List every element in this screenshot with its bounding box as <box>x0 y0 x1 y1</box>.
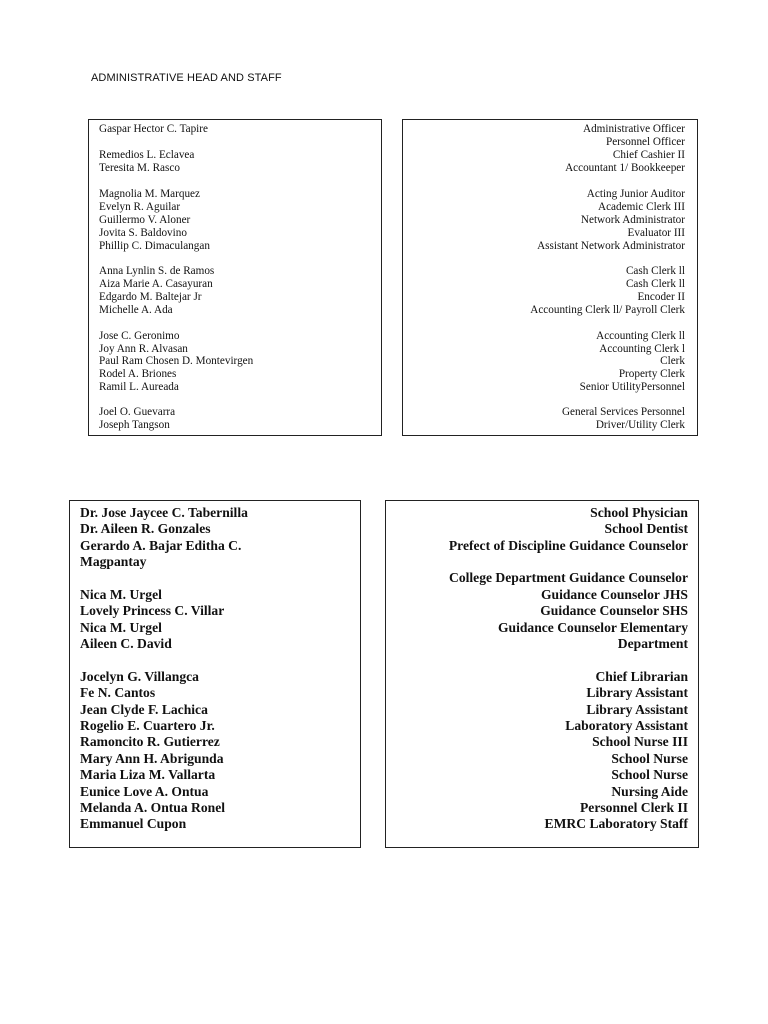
admin-name: Jovita S. Baldovino <box>99 227 187 239</box>
staff-position: School Nurse III <box>592 734 688 749</box>
admin-name: Remedios L. Eclavea <box>99 149 195 161</box>
admin-position: Administrative Officer <box>582 123 685 135</box>
staff-position: Nursing Aide <box>611 784 688 799</box>
admin-name: Aiza Marie A. Casayuran <box>99 278 213 290</box>
admin-name: Phillip C. Dimaculangan <box>99 240 210 252</box>
admin-name: Evelyn R. Aguilar <box>99 201 181 213</box>
admin-position: Driver/Utility Clerk <box>595 419 685 431</box>
admin-name: Teresita M. Rasco <box>99 162 180 174</box>
admin-name: Joy Ann R. Alvasan <box>99 343 188 355</box>
admin-name: Paul Ram Chosen D. Montevirgen <box>99 355 254 367</box>
admin-position: Personnel Officer <box>605 136 685 148</box>
admin-position: Assistant Network Administrator <box>537 240 685 252</box>
staff-name: Dr. Jose Jaycee C. Tabernilla <box>80 505 248 520</box>
staff-position: Department <box>617 636 688 651</box>
admin-name: Rodel A. Briones <box>99 368 177 380</box>
admin-position: Accounting Clerk ll/ Payroll Clerk <box>530 304 685 316</box>
staff-position: School Nurse <box>611 767 688 782</box>
admin-position: Cash Clerk ll <box>625 265 685 277</box>
staff-names-box <box>69 500 361 848</box>
admin-name: Joseph Tangson <box>99 419 170 431</box>
admin-position: Evaluator III <box>627 227 685 239</box>
admin-name: Gaspar Hector C. Tapire <box>99 123 208 135</box>
admin-name: Ramil L. Aureada <box>99 381 179 393</box>
admin-position: Clerk <box>660 355 685 367</box>
staff-position: Guidance Counselor JHS <box>540 587 688 602</box>
staff-position: Library Assistant <box>586 685 688 700</box>
staff-name: Fe N. Cantos <box>80 685 156 700</box>
staff-name: Melanda A. Ontua Ronel <box>80 800 226 815</box>
page-heading: ADMINISTRATIVE HEAD AND STAFF <box>91 72 282 84</box>
admin-name: Edgardo M. Baltejar Jr <box>99 291 202 303</box>
admin-position: Encoder II <box>637 291 685 303</box>
admin-position: Network Administrator <box>580 214 685 226</box>
staff-position: Library Assistant <box>586 702 688 717</box>
staff-position: Guidance Counselor Elementary <box>497 620 688 635</box>
staff-name: Dr. Aileen R. Gonzales <box>80 521 211 536</box>
staff-position: Guidance Counselor SHS <box>540 603 688 618</box>
staff-position: College Department Guidance Counselor <box>449 570 688 585</box>
admin-position: Property Clerk <box>618 368 685 380</box>
staff-position: Chief Librarian <box>595 669 688 684</box>
admin-position: General Services Personnel <box>561 406 685 418</box>
admin-names-box <box>88 119 382 436</box>
staff-name: Gerardo A. Bajar Editha C. <box>80 538 242 553</box>
admin-position: Accounting Clerk ll <box>596 330 685 342</box>
admin-position: Accounting Clerk l <box>599 343 685 355</box>
staff-name: Jean Clyde F. Lachica <box>80 702 208 717</box>
admin-position: Chief Cashier II <box>612 149 685 161</box>
staff-name: Nica M. Urgel <box>80 587 162 602</box>
staff-position: Personnel Clerk II <box>580 800 688 815</box>
staff-name: Eunice Love A. Ontua <box>80 784 209 799</box>
admin-position: Senior UtilityPersonnel <box>579 381 685 393</box>
admin-name: Michelle A. Ada <box>99 304 173 316</box>
admin-name: Guillermo V. Aloner <box>99 214 191 226</box>
staff-name: Rogelio E. Cuartero Jr. <box>80 718 215 733</box>
admin-position: Acting Junior Auditor <box>586 188 685 200</box>
staff-name: Nica M. Urgel <box>80 620 162 635</box>
staff-position: EMRC Laboratory Staff <box>544 816 688 831</box>
staff-position: Laboratory Assistant <box>565 718 688 733</box>
staff-position: School Nurse <box>611 751 688 766</box>
staff-name: Lovely Princess C. Villar <box>80 603 225 618</box>
staff-positions-box <box>385 500 699 848</box>
staff-position: School Dentist <box>604 521 688 536</box>
staff-name: Ramoncito R. Gutierrez <box>80 734 220 749</box>
staff-name: Magpantay <box>80 554 147 569</box>
staff-name: Aileen C. David <box>80 636 172 651</box>
admin-position: Accountant 1/ Bookkeeper <box>565 162 685 174</box>
admin-name: Joel O. Guevarra <box>99 406 176 418</box>
staff-position: School Physician <box>590 505 688 520</box>
admin-positions-box <box>402 119 698 436</box>
admin-position: Academic Clerk III <box>598 201 685 213</box>
admin-name: Jose C. Geronimo <box>99 330 180 342</box>
staff-name: Jocelyn G. Villangca <box>80 669 199 684</box>
staff-name: Maria Liza M. Vallarta <box>80 767 216 782</box>
staff-name: Emmanuel Cupon <box>80 816 187 831</box>
admin-position: Cash Clerk ll <box>625 278 685 290</box>
staff-position: Prefect of Discipline Guidance Counselor <box>448 538 688 553</box>
admin-name: Magnolia M. Marquez <box>99 188 200 200</box>
admin-name: Anna Lynlin S. de Ramos <box>99 265 215 277</box>
staff-name: Mary Ann H. Abrigunda <box>80 751 224 766</box>
